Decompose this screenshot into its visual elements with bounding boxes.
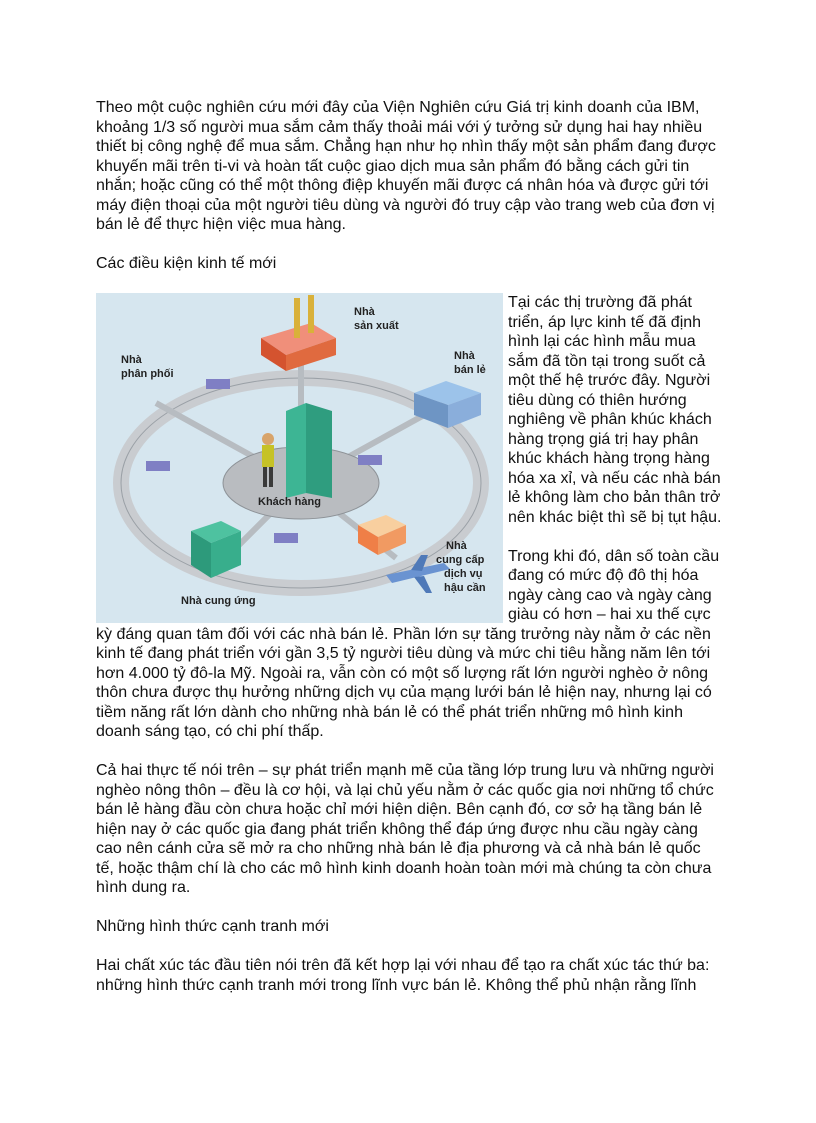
heading-competition: Những hình thức cạnh tranh mới [96, 918, 329, 935]
document-page [96, 98, 722, 1015]
retailer-label-line1: Nhà [454, 350, 475, 362]
supply-chain-diagram [96, 293, 503, 623]
manufacturer-label-line1: Nhà [354, 306, 375, 318]
center-tower [286, 403, 332, 498]
intro-paragraph: Theo một cuộc nghiên cứu mới đây của Viện Nghiên cứu Giá trị kinh doanh của IBM, khoảng 1/3 số người mua sắm cảm thấy thoải mái với ý tưởng sử dụng hai hay nhiều thiết bị công nghệ để mua sắm. Chẳng hạn như họ nhìn thấy một sản phẩm đang được khuyến mãi trên ti-vi và hoàn tất cuộc giao dịch mua sản phẩm đó bằng cách gửi tin nhắn; hoặc cũng có thể một thông điệp khuyến mãi được cá nhân hóa và được gửi tới máy điện thoại của một người tiêu dùng và người đó truy cập vào trang web của đơn vị bán lẻ để thực hiện việc mua hàng. [96, 99, 716, 233]
supplier-label: Nhà cung ứng [181, 595, 256, 607]
manufacturer-label-line2: sản xuất [354, 320, 399, 332]
heading-economy: Các điều kiện kinh tế mới [96, 255, 277, 272]
economy-paragraph-2: Trong khi đó, dân số toàn cầu đang có mức độ đô thị hóa ngày càng cao và ngày càng giàu có hơn – hai xu thế cực kỳ đáng quan tâm đối với các nhà bán lẻ. Phần lớn sự tăng trưởng này nằm ở các nền kinh tế đang phát triển với gần 3,5 tỷ người tiêu dùng và mức chi tiêu hằng năm lên tới hơn 4.000 tỷ đô-la Mỹ. Ngoài ra, vẫn còn có một số lượng rất lớn người nghèo ở nông thôn chưa được thụ hưởng những dịch vụ của mạng lưới bán lẻ hiện nay, nhưng lại có tiềm năng rất lớn dành cho những nhà bán lẻ có thể phát triển những mô hình kinh doanh sáng tạo, có chi phí thấp. [96, 547, 720, 740]
competition-paragraph-1: Hai chất xúc tác đầu tiên nói trên đã kết hợp lại với nhau để tạo ra chất xúc tác thứ ba: những hình thức cạnh tranh mới trong lĩnh vực bán lẻ. Không thể phủ nhận rằng lĩnh [96, 957, 710, 994]
distributor-label-line1: Nhà [121, 354, 142, 366]
logistics-label-line2: cung cấp [436, 554, 485, 566]
economy-paragraph-1: Tại các thị trường đã phát triển, áp lực kinh tế đã định hình lại các hình mẫu mua sắm đã tồn tại trong suốt cả một thế hệ trước đây. Người tiêu dùng có thiên hướng nghiêng về phân khúc khách hàng trọng giá trị hay phân khúc khách hàng trọng hàng hóa xa xỉ, và nếu các nhà bán lẻ không làm cho bản thân trở nên khác biệt thì sẽ bị tụt hậu. [508, 294, 722, 526]
logistics-label-line4: hậu cần [444, 582, 486, 594]
logistics-label-line3: dịch vụ [444, 568, 483, 580]
logistics-label-line1: Nhà [446, 540, 467, 552]
customer-label: Khách hàng [258, 496, 321, 508]
distributor-label-line2: phân phối [121, 368, 174, 380]
retailer-label-line2: bán lẻ [454, 364, 486, 376]
economy-paragraph-3: Cả hai thực tế nói trên – sự phát triển mạnh mẽ của tầng lớp trung lưu và những người nghèo nông thôn – đều là cơ hội, và lại chủ yếu nằm ở các quốc gia nơi những tổ chức bán lẻ hàng đầu còn chưa hoặc chỉ mới hiện diện. Bên cạnh đó, cơ sở hạ tầng bán lẻ hiện nay ở các quốc gia đang phát triển không thể đáp ứng được nhu cầu ngày càng cao nên cánh cửa sẽ mở ra cho những nhà bán lẻ địa phương và cả nhà bán lẻ quốc tế, hoặc thậm chí là cho các mô hình kinh doanh hoàn toàn mới mà chúng ta còn chưa hình dung ra. [96, 762, 714, 896]
